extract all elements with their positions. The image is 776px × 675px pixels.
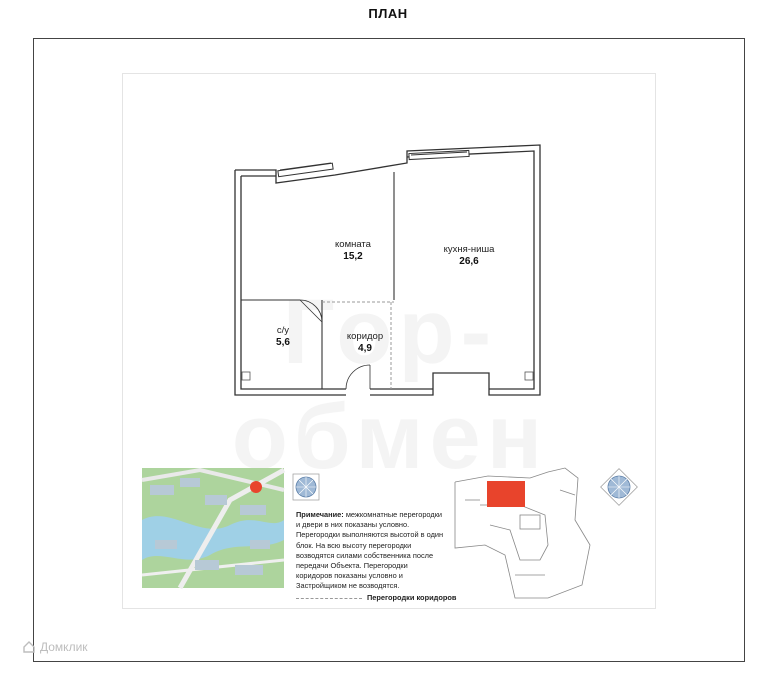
plan-title: ПЛАН <box>368 6 408 21</box>
compass-left <box>293 474 319 500</box>
inner-partitions <box>241 172 394 389</box>
plan-note <box>296 510 446 592</box>
room-name-kitchen: кухня-ниша <box>443 244 495 255</box>
room-name-bathroom: с/у <box>276 325 290 336</box>
room-name-corridor: коридор <box>346 331 384 342</box>
room-area-bathroom: 5,6 <box>276 337 290 348</box>
note-text: межкомнатные перегородки и двери в них показаны условно. Перегородки выполняются высотой в один блок. На всю высоту перегородки возводятся силами собственника после передачи Объекта. Перегородки коридоров показаны условно и Застройщиком не возводятся. <box>296 510 444 591</box>
legend <box>296 593 456 602</box>
room-area-corridor: 4,9 <box>358 343 372 354</box>
brand-name: Домклик <box>40 640 88 654</box>
legend-dash-line <box>296 598 362 599</box>
compass-right <box>601 469 638 506</box>
room-area-kitchen: 26,6 <box>459 256 479 267</box>
brand-watermark <box>22 640 88 654</box>
outer-walls <box>235 145 540 395</box>
window-left <box>278 163 333 177</box>
site-map <box>142 468 284 588</box>
legend-label: Перегородки коридоров <box>367 593 457 602</box>
room-area-komnata: 15,2 <box>343 251 363 262</box>
note-heading: Примечание: <box>296 510 344 519</box>
window-right <box>409 150 469 159</box>
room-name-komnata: комната <box>335 239 371 250</box>
apartment-highlight <box>487 481 525 507</box>
house-icon <box>22 640 36 654</box>
